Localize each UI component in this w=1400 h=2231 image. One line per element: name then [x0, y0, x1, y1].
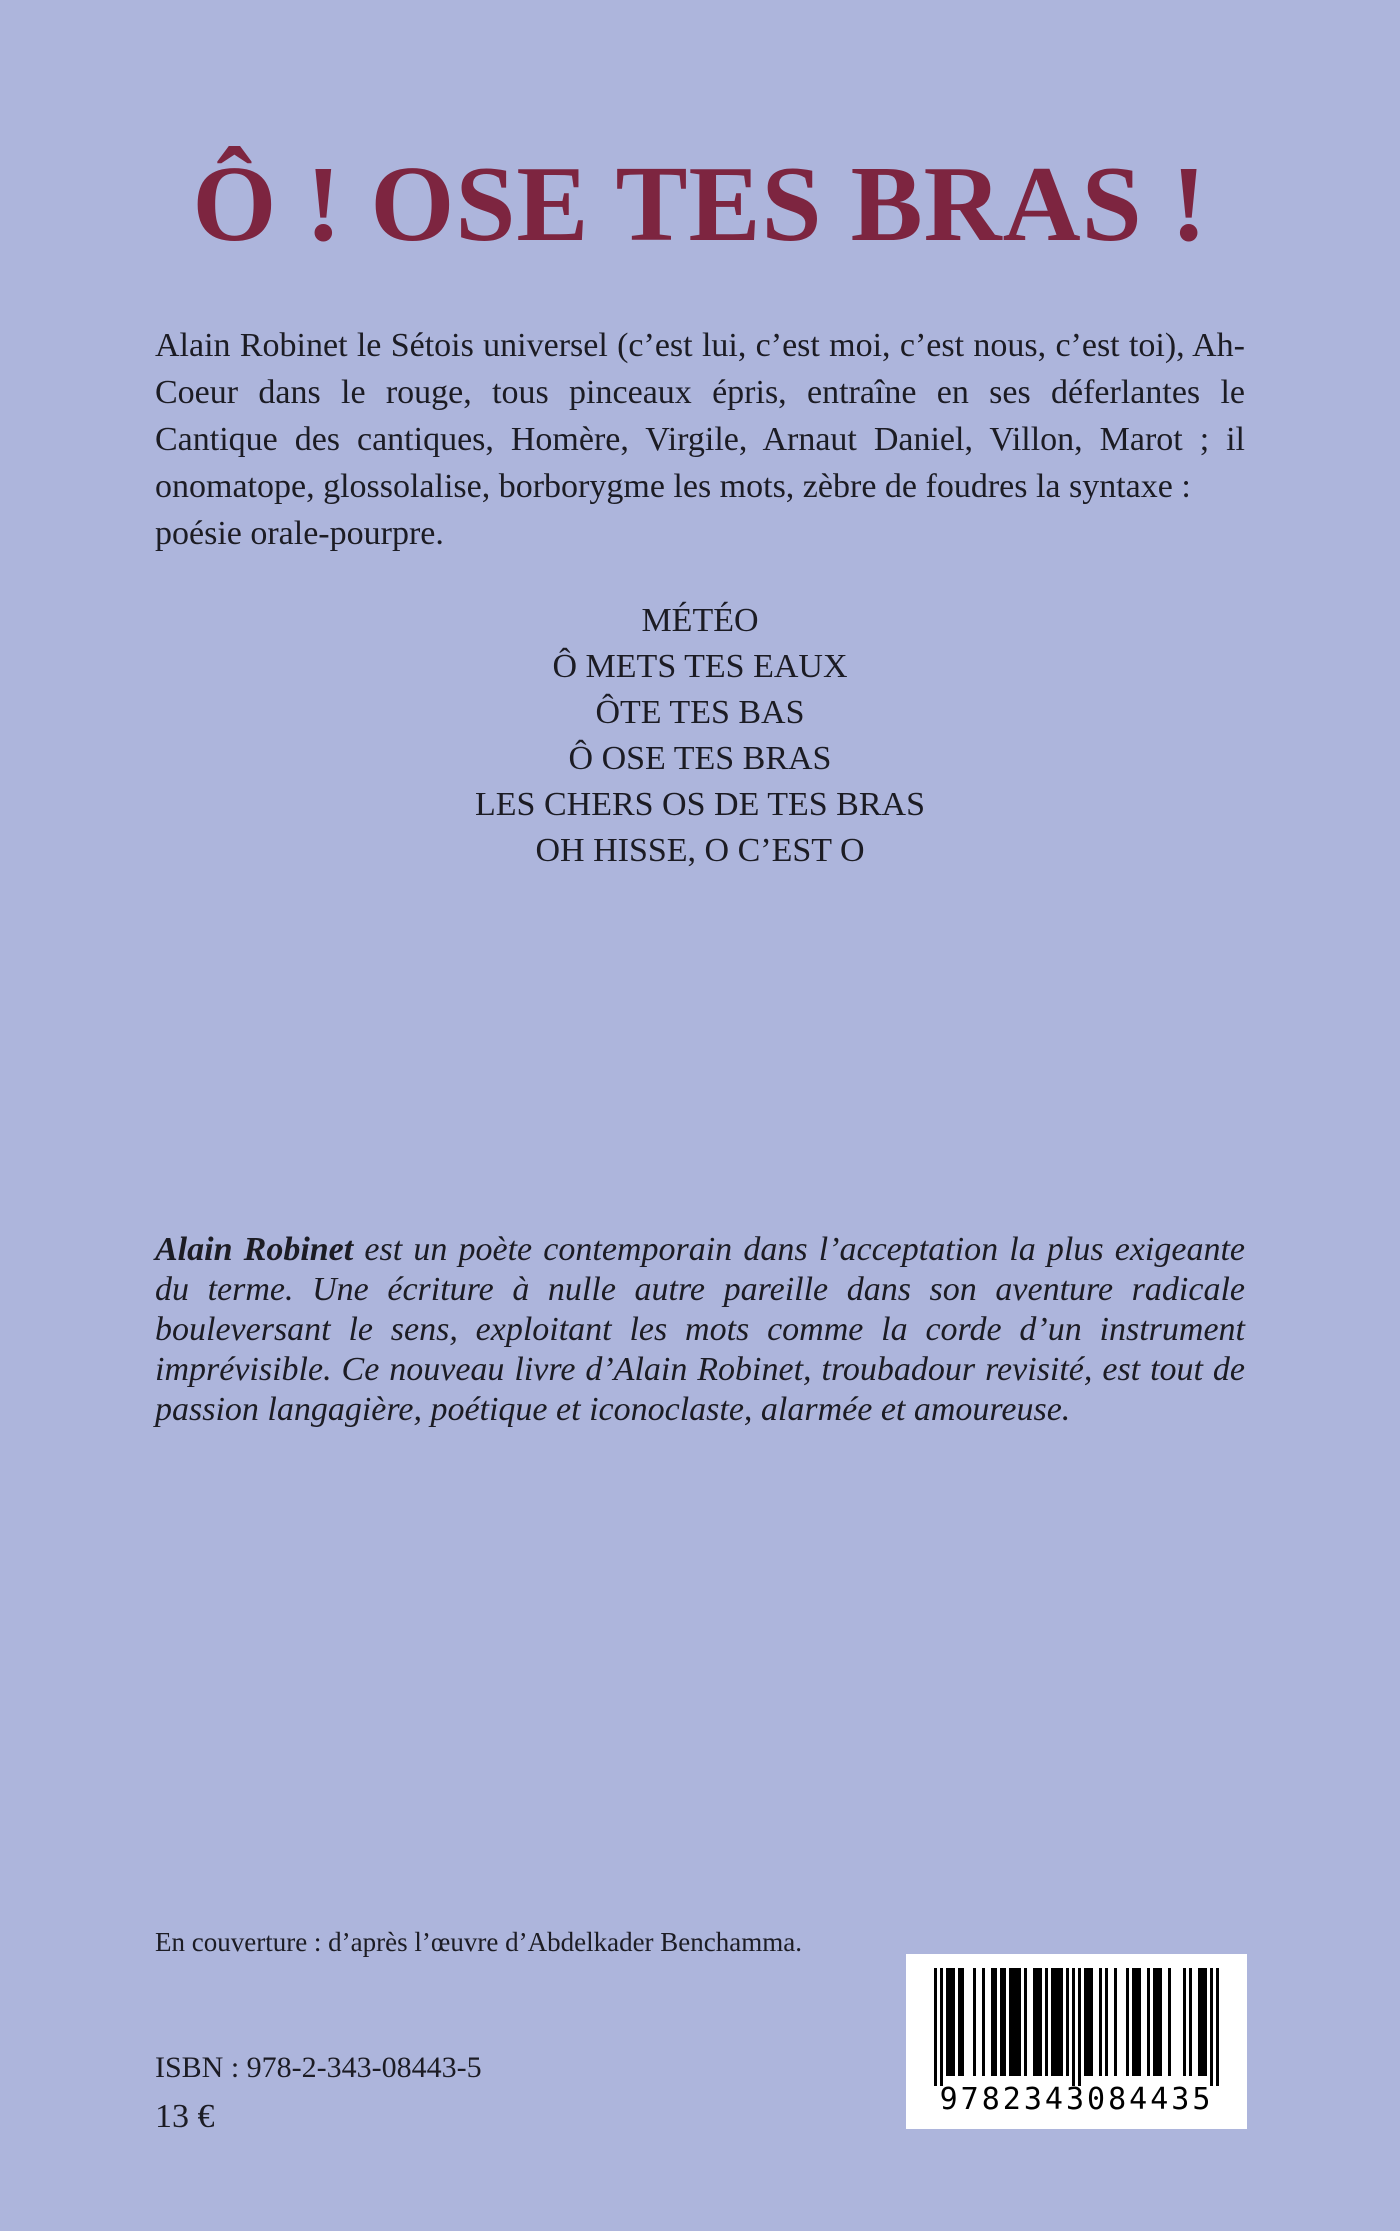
poem-line: Ô OSE TES BRAS: [568, 740, 832, 777]
barcode-digits: 9782343084435: [939, 2082, 1214, 2117]
barcode-bars: [906, 1954, 1247, 2089]
barcode-bar: [991, 1968, 994, 2076]
intro-last-line: poésie orale-pourpre.: [155, 515, 444, 552]
barcode-bar: [949, 1968, 952, 2076]
barcode-bar: [1051, 1968, 1054, 2076]
barcode-bar: [1078, 1968, 1081, 2086]
isbn: ISBN : 978-2-343-08443-5: [155, 2051, 482, 2084]
barcode-bar: [1198, 1968, 1201, 2076]
barcode-bar: [1201, 1968, 1204, 2076]
barcode-bar: [1090, 1968, 1093, 2076]
barcode-bar: [1204, 1968, 1207, 2076]
barcode-bar: [1060, 1968, 1063, 2076]
barcode-bar: [958, 1968, 961, 2076]
barcode-bar: [1036, 1968, 1039, 2076]
barcode-bar: [1099, 1968, 1102, 2076]
poem: [0, 598, 1400, 874]
price: 13 €: [155, 2098, 215, 2135]
barcode-bar: [973, 1968, 976, 2076]
barcode: [906, 1954, 1247, 2129]
bio-text: est un poète contemporain dans l’acceptation la plus exigeante du terme. Une écriture à nulle autre pareille dans son aventure radicale bouleversant le sens, exploitant les mots comme la corde d’un instrument imprévisible. Ce nouveau livre d’Alain Robinet, troubadour revisité, est tout de passion langagière, poétique et iconoclaste, alarmée et amoureuse.: [155, 1231, 1245, 1428]
author-bio: [155, 1230, 1245, 1430]
intro-paragraph: [155, 322, 1245, 557]
barcode-bar: [1024, 1968, 1027, 2076]
barcode-bar: [1216, 1968, 1219, 2086]
barcode-bar: [934, 1968, 937, 2086]
barcode-bar: [1018, 1968, 1021, 2076]
barcode-bar: [1126, 1968, 1129, 2076]
barcode-bar: [1000, 1968, 1003, 2076]
barcode-bar: [1135, 1968, 1138, 2076]
barcode-bar: [1210, 1968, 1213, 2086]
barcode-bar: [1033, 1968, 1036, 2076]
barcode-bar: [1168, 1968, 1171, 2076]
barcode-bar: [1105, 1968, 1108, 2076]
barcode-bar: [1045, 1968, 1048, 2076]
barcode-bar: [1159, 1968, 1162, 2076]
barcode-bar: [1114, 1968, 1117, 2076]
poem-line: MÉTÉO: [641, 602, 759, 639]
book-title: Ô ! OSE TES BRAS !: [192, 145, 1208, 264]
barcode-bar: [1012, 1968, 1015, 2076]
barcode-bar: [1003, 1968, 1006, 2076]
barcode-bar: [1087, 1968, 1090, 2076]
barcode-bar: [952, 1968, 955, 2076]
barcode-bar: [1183, 1968, 1186, 2076]
barcode-bar: [1132, 1968, 1135, 2076]
barcode-bar: [1054, 1968, 1057, 2076]
barcode-bar: [994, 1968, 997, 2076]
cover-credit: En couverture : d’après l’œuvre d’Abdelkader Benchamma.: [155, 1927, 802, 1957]
barcode-bar: [940, 1968, 943, 2086]
intro-text: Alain Robinet le Sétois universel (c’est lui, c’est moi, c’est nous, c’est toi), Ah-Coeur dans le rouge, tous pinceaux épris, entraîne en ses déferlantes le Cantique des cantiques, Homère, Virgile, Arnaut Daniel, Villon, Marot ; il onomatope, glossolalise, borborygme les mots, zèbre de foudres la syntaxe :: [155, 327, 1245, 505]
author-name: Alain Robinet: [155, 1231, 354, 1268]
barcode-bar: [961, 1968, 964, 2076]
barcode-bar: [1015, 1968, 1018, 2076]
poem-line: Ô METS TES EAUX: [552, 648, 848, 685]
poem-line: LES CHERS OS DE TES BRAS: [475, 786, 925, 823]
barcode-bar: [1153, 1968, 1156, 2076]
barcode-bar: [946, 1968, 949, 2076]
barcode-bar: [1009, 1968, 1012, 2076]
barcode-bar: [1039, 1968, 1042, 2076]
barcode-bar: [1072, 1968, 1075, 2086]
barcode-bar: [1147, 1968, 1150, 2076]
barcode-bar: [1156, 1968, 1159, 2076]
barcode-bar: [1138, 1968, 1141, 2076]
barcode-bar: [1189, 1968, 1192, 2076]
barcode-bar: [1057, 1968, 1060, 2076]
poem-line: ÔTE TES BAS: [595, 694, 805, 731]
barcode-bar: [1084, 1968, 1087, 2076]
barcode-bar: [1066, 1968, 1069, 2076]
barcode-bar: [982, 1968, 985, 2076]
poem-line: OH HISSE, O C’EST O: [535, 832, 865, 869]
